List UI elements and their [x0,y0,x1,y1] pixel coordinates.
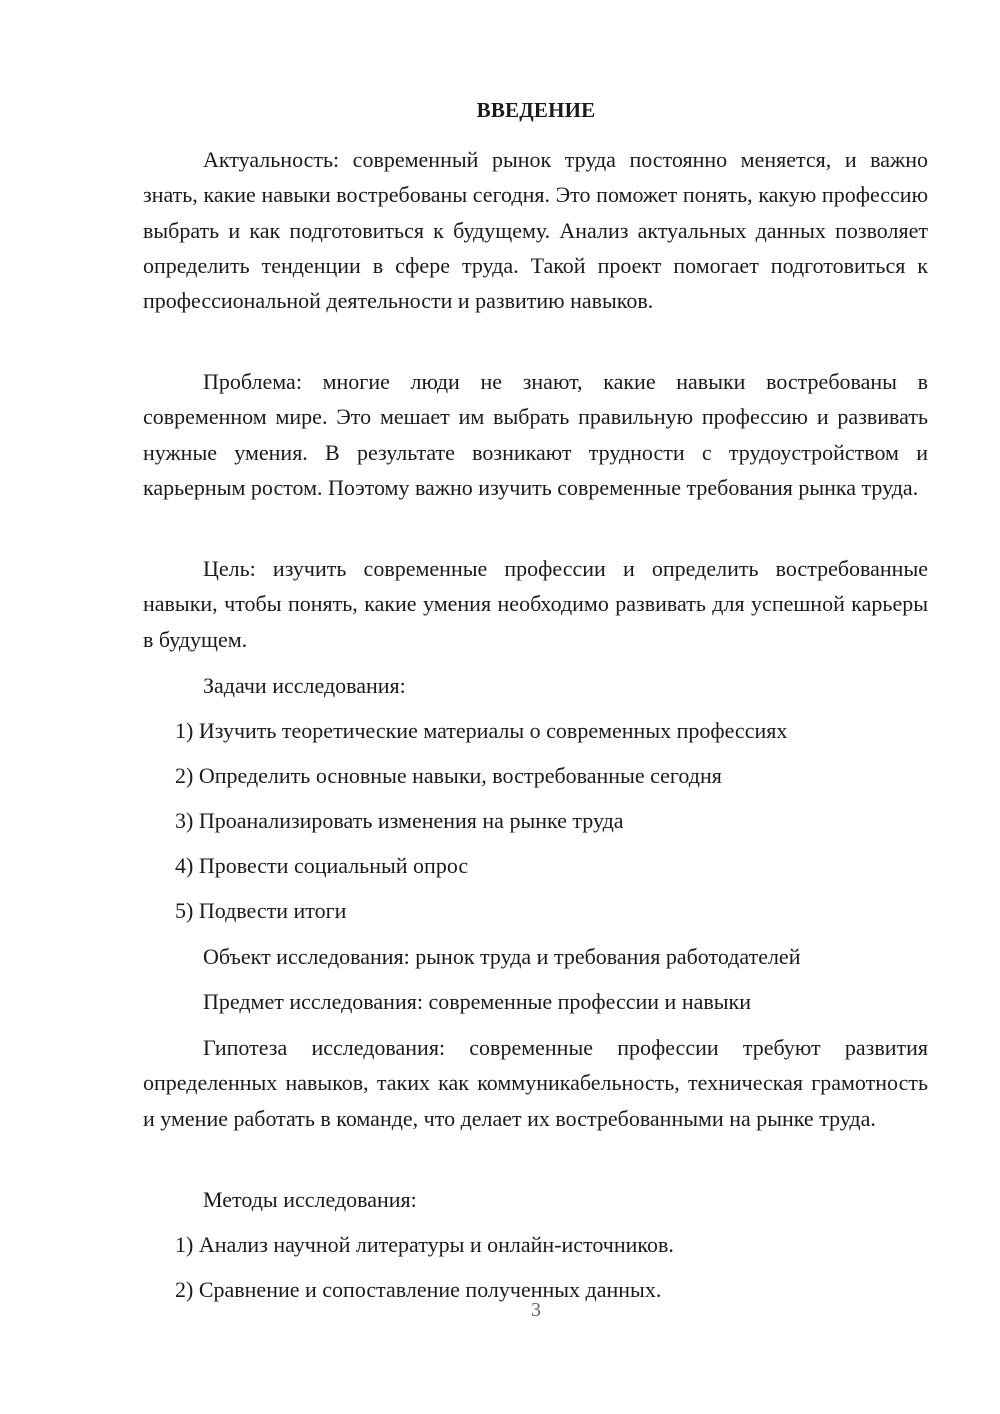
relevance-paragraph [143,142,928,318]
task-item: 1) Изучить теоретические материалы о современных профессиях [175,718,788,743]
section-title: ВВЕДЕНИЕ [476,98,596,122]
page-number: 3 [531,1299,541,1321]
research-object: Объект исследования: рынок труда и требования работодателей [203,944,801,969]
goal-paragraph [143,551,928,657]
hypothesis-paragraph [143,1030,928,1136]
task-item: 2) Определить основные навыки, востребованные сегодня [175,763,722,788]
problem-paragraph [143,364,928,505]
task-item: 4) Провести социальный опрос [175,853,469,878]
hypothesis-text: Гипотеза исследования: современные профессии требуют развития определенных навыков, таких как коммуникабельность, техническая грамотность и умение работать в команде, что делает их востребованными на рынке труда. [143,1035,928,1131]
method-item: 2) Сравнение и сопоставление полученных данных. [175,1277,662,1302]
research-subject: Предмет исследования: современные профессии и навыки [203,989,752,1014]
methods-heading: Методы исследования: [203,1187,417,1212]
method-item: 1) Анализ научной литературы и онлайн-источников. [175,1232,674,1257]
task-item: 3) Проанализировать изменения на рынке труда [175,808,624,833]
relevance-text: Актуальность: современный рынок труда постоянно меняется, и важно знать, какие навыки востребованы сегодня. Это поможет понять, какую профессию выбрать и как подготовиться к будущему. Анализ актуальных данных позволяет определить тенденции в сфере труда. Такой проект помогает подготовиться к профессиональной деятельности и развитию навыков. [143,147,928,314]
problem-text: Проблема: многие люди не знают, какие навыки востребованы в современном мире. Это мешает им выбрать правильную профессию и развивать нужные умения. В результате возникают трудности с трудоустройством и карьерным ростом. Поэтому важно изучить современные требования рынка труда. [143,369,928,500]
task-item: 5) Подвести итоги [175,898,347,923]
tasks-heading: Задачи исследования: [203,673,406,698]
goal-text: Цель: изучить современные профессии и определить востребованные навыки, чтобы понять, какие умения необходимо развивать для успешной карьеры в будущем. [143,556,928,652]
